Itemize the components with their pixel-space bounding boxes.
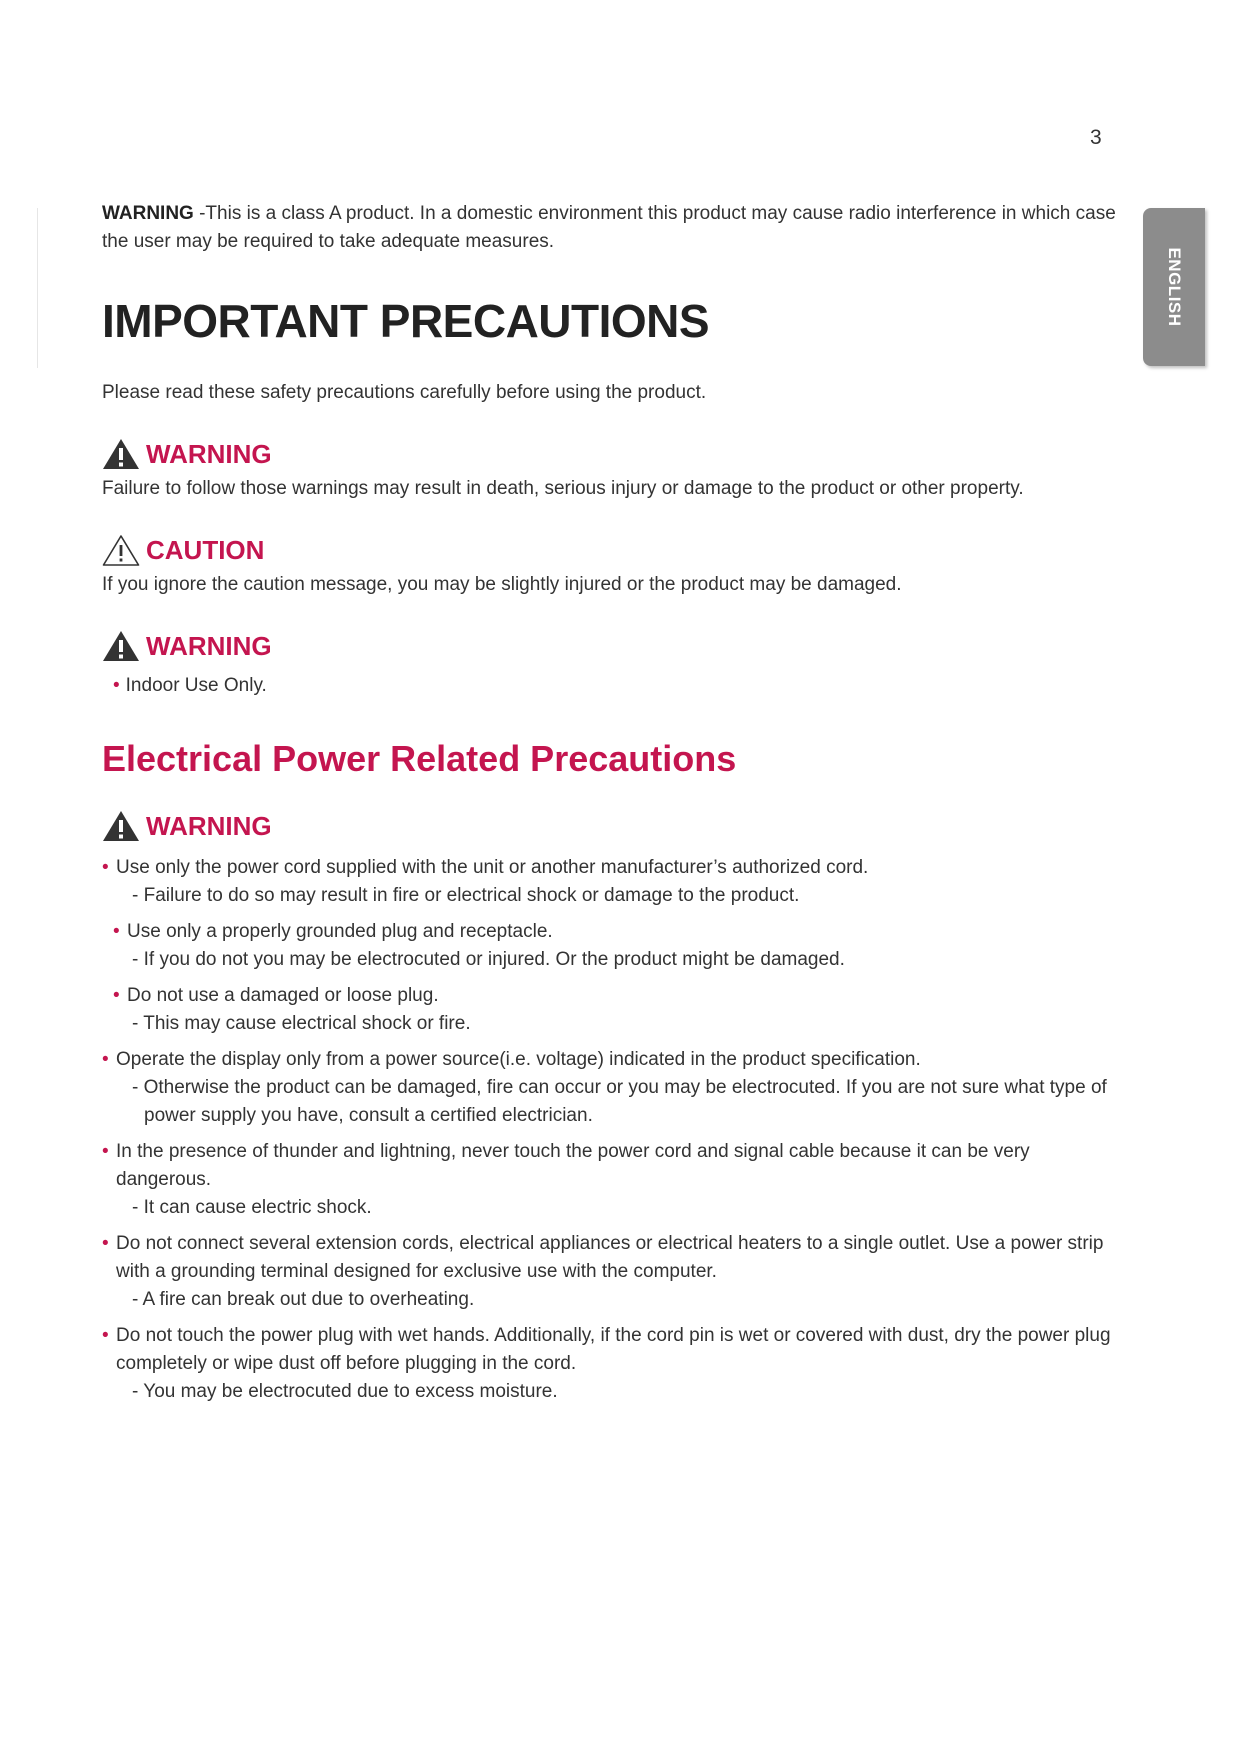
caution-block bbox=[102, 534, 1122, 596]
bullet-dot: • bbox=[102, 1049, 109, 1070]
warning-heading bbox=[102, 438, 1122, 470]
item-text bbox=[102, 1046, 1122, 1074]
bullet-dot: • bbox=[102, 857, 109, 878]
warning-filled-icon bbox=[102, 438, 140, 470]
item-main: Do not use a damaged or loose plug. bbox=[127, 985, 439, 1006]
bullet-dot: • bbox=[102, 1233, 109, 1254]
precautions-list bbox=[102, 854, 1122, 1406]
caution-description: If you ignore the caution message, you may be slightly injured or the product may be damaged. bbox=[102, 574, 902, 595]
warning-filled-icon bbox=[102, 810, 140, 842]
caution-outline-icon bbox=[102, 534, 140, 566]
item-main: Do not connect several extension cords, electrical appliances or electrical heaters to a single outlet. Use a power strip with a grounding terminal designed for exclusive use with the computer. bbox=[116, 1233, 1104, 1282]
page-content bbox=[102, 200, 1122, 1406]
item-subtext: - A fire can break out due to overheating. bbox=[132, 1289, 475, 1310]
bullet-dot: • bbox=[102, 1325, 109, 1346]
item-text bbox=[102, 1138, 1122, 1194]
item-main: Do not touch the power plug with wet hands. Additionally, if the cord pin is wet or covered with dust, dry the power plug completely or wipe dust off before plugging in the cord. bbox=[116, 1325, 1111, 1374]
electrical-warning-title: WARNING bbox=[146, 811, 272, 841]
list-item bbox=[102, 1230, 1122, 1314]
list-item bbox=[102, 982, 1122, 1038]
bullet-dot: • bbox=[113, 921, 120, 942]
list-item bbox=[102, 1138, 1122, 1222]
item-main: Operate the display only from a power source(i.e. voltage) indicated in the product specification. bbox=[116, 1049, 921, 1070]
list-item bbox=[102, 918, 1122, 974]
warning-description: Failure to follow those warnings may result in death, serious injury or damage to the product or other property. bbox=[102, 478, 1024, 499]
class-a-warning-label: WARNING bbox=[102, 203, 194, 224]
item-subtext: - It can cause electric shock. bbox=[132, 1197, 372, 1218]
section-title: Electrical Power Related Precautions bbox=[102, 738, 737, 779]
class-a-warning bbox=[102, 200, 1122, 256]
page-title: IMPORTANT PRECAUTIONS bbox=[102, 295, 710, 347]
item-subtext: - Otherwise the product can be damaged, fire can occur or you may be electrocuted. If you are not sure what type of power supply you have, consult a certified electrician. bbox=[132, 1077, 1107, 1126]
item-subtext: - This may cause electrical shock or fire. bbox=[132, 1013, 471, 1034]
indoor-warning-title: WARNING bbox=[146, 631, 272, 661]
bullet-dot: • bbox=[113, 675, 120, 696]
bullet-dot: • bbox=[113, 985, 120, 1006]
margin-rule bbox=[37, 208, 38, 368]
lead-text: Please read these safety precautions carefully before using the product. bbox=[102, 382, 707, 403]
item-subtext: - Failure to do so may result in fire or electrical shock or damage to the product. bbox=[132, 885, 800, 906]
indoor-warning-block bbox=[102, 630, 1122, 700]
list-item bbox=[102, 1046, 1122, 1130]
bullet-dot: • bbox=[102, 1141, 109, 1162]
item-text bbox=[102, 854, 1122, 882]
warning-title: WARNING bbox=[146, 439, 272, 469]
item-main: Use only a properly grounded plug and receptacle. bbox=[127, 921, 553, 942]
item-main: In the presence of thunder and lightning, never touch the power cord and signal cable because it can be very dangerous. bbox=[116, 1141, 1030, 1190]
item-text bbox=[102, 982, 1122, 1010]
language-tab bbox=[1143, 208, 1205, 366]
caution-title: CAUTION bbox=[146, 535, 265, 565]
class-a-warning-text: -This is a class A product. In a domestic environment this product may cause radio interference in which case the user may be required to take adequate measures. bbox=[102, 203, 1116, 252]
warning-filled-icon bbox=[102, 630, 140, 662]
list-item bbox=[102, 1322, 1122, 1406]
item-subtext: - If you do not you may be electrocuted or injured. Or the product might be damaged. bbox=[132, 949, 845, 970]
page-number: 3 bbox=[1090, 126, 1102, 149]
indoor-warning-list bbox=[102, 672, 1122, 700]
language-tab-label: ENGLISH bbox=[1165, 247, 1184, 327]
item-text bbox=[102, 918, 1122, 946]
list-item bbox=[102, 854, 1122, 910]
list-item bbox=[102, 672, 1122, 700]
item-text bbox=[102, 1230, 1122, 1286]
item-main: Use only the power cord supplied with the unit or another manufacturer’s authorized cord. bbox=[116, 857, 869, 878]
warning-block bbox=[102, 438, 1122, 500]
indoor-warning-heading bbox=[102, 630, 1122, 662]
indoor-use-text: Indoor Use Only. bbox=[125, 675, 267, 696]
electrical-warning-heading bbox=[102, 810, 1122, 842]
item-text bbox=[102, 1322, 1122, 1378]
item-subtext: - You may be electrocuted due to excess moisture. bbox=[132, 1381, 558, 1402]
caution-heading bbox=[102, 534, 1122, 566]
electrical-warning-block bbox=[102, 810, 1122, 1406]
